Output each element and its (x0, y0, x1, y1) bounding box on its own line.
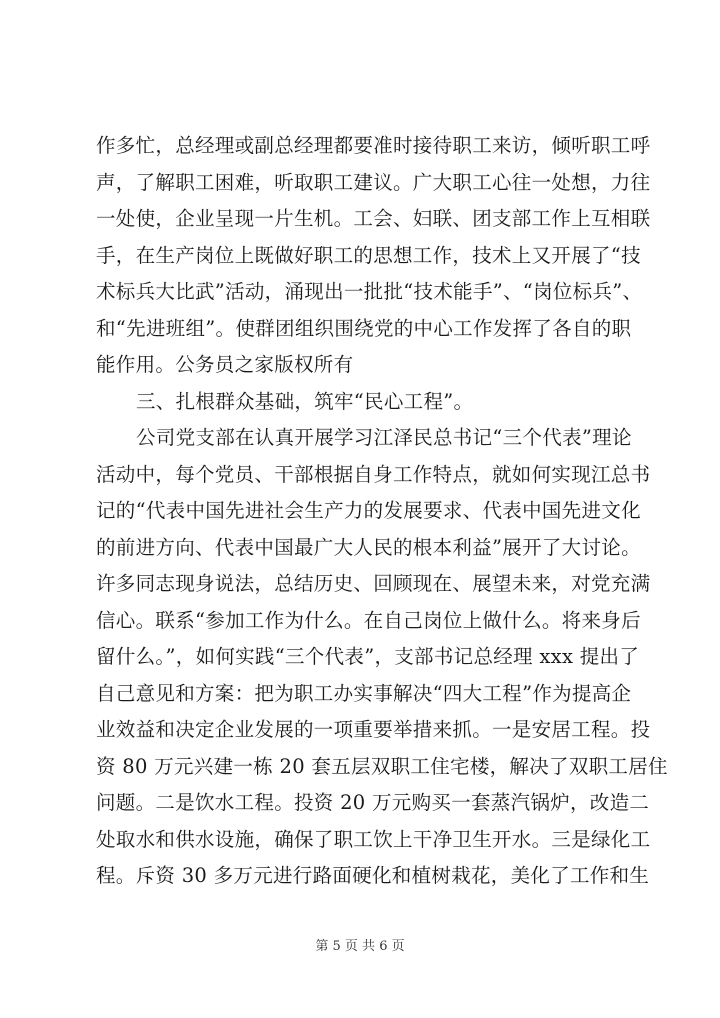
text-line: 公司党支部在认真开展学习江泽民总书记“三个代表”理论 (136, 426, 632, 449)
text-line: 业效益和决定企业发展的一项重要举措来抓。一是安居工程。投 (96, 718, 651, 741)
text-line: 一处使，企业呈现一片生机。工会、妇联、团支部工作上互相联 (96, 207, 651, 230)
text-line: 作多忙，总经理或副总经理都要准时接待职工来访，倾听职工呼 (96, 134, 651, 157)
text-line: 自己意见和方案：把为职工办实事解决“四大工程”作为提高企 (96, 681, 632, 705)
text-line: 问题。二是饮水工程。投资 20 万元购买一套蒸汽锅炉，改造二 (96, 791, 650, 814)
text-line: 程。斥资 30 多万元进行路面硬化和植树栽花，美化了工作和生 (96, 864, 650, 887)
text-line: 信心。联系“参加工作为什么。在自己岗位上做什么。将来身后 (96, 608, 641, 632)
text-line: 声，了解职工困难，听取职工建议。广大职工心往一处想，力往 (96, 170, 651, 194)
text-line: 许多同志现身说法，总结历史、回顾现在、展望未来，对党充满 (96, 572, 651, 595)
body-text (96, 128, 668, 895)
text-line: 资 80 万元兴建一栋 20 套五层双职工住宅楼，解决了双职工居住 (96, 754, 668, 778)
text-line: 处取水和供水设施，确保了职工饮上干净卫生开水。三是绿化工 (96, 827, 651, 851)
text-line: 留什么。”，如何实践“三个代表”，支部书记总经理 xxx 提出了 (96, 645, 640, 668)
text-line: 和“先进班组”。使群团组织围绕党的中心工作发挥了各自的职 (96, 316, 632, 340)
text-line: 三、扎根群众基础，筑牢“民心工程”。 (136, 389, 474, 413)
text-line: 手，在生产岗位上既做好职工的思想工作，技术上又开展了“技 (96, 243, 641, 267)
text-line: 的前进方向、代表中国最广大人民的根本利益”展开了大讨论。 (96, 535, 641, 559)
text-line: 术标兵大比武”活动，涌现出一批批“技术能手”、“岗位标兵”、 (96, 280, 643, 303)
text-line: 记的“代表中国先进社会生产力的发展要求、代表中国先进文化 (96, 499, 641, 522)
text-line: 活动中，每个党员、干部根据自身工作特点，就如何实现江总书 (96, 462, 651, 486)
text-line: 能作用。公务员之家版权所有 (96, 353, 354, 376)
page-number-footer: 第 5 页 共 6 页 (315, 939, 405, 954)
